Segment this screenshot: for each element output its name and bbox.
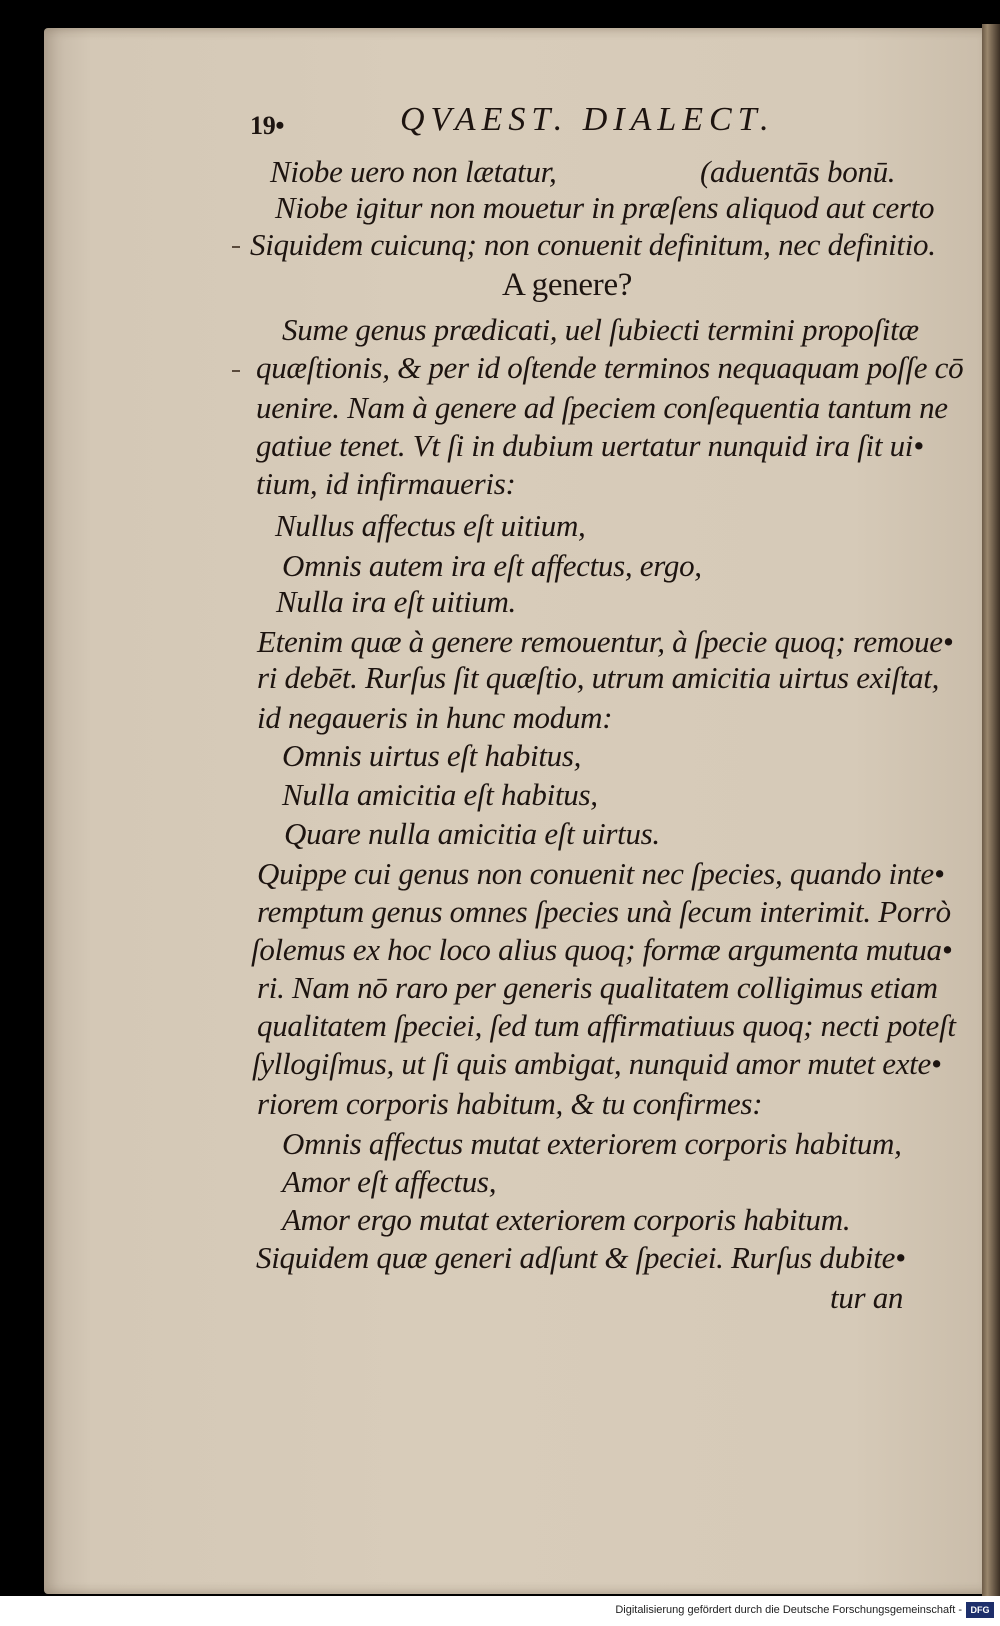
text-line: gatiue tenet. Vt ſi in dubium uertatur nunquid ira ſit ui• [256,428,924,463]
syllogism-line: Amor eſt affectus, [282,1164,497,1199]
text-line: Sume genus prædicati, uel ſubiecti termini propoſitæ [282,312,919,347]
text-line: quæſtionis, & per id oſtende terminos nequaquam poſſe cō [256,350,964,385]
text-line: Quippe cui genus non conuenit nec ſpecies, quando inte• [257,856,945,891]
page-number: 19• [250,111,285,140]
margin-mark [232,370,240,372]
text-line: ri. Nam nō raro per generis qualitatem colligimus etiam [257,970,938,1005]
syllogism-line: Omnis affectus mutat exteriorem corporis habitum, [282,1126,902,1161]
section-heading: A genere? [502,267,633,303]
running-title: QVAEST. DIALECT. [400,101,775,138]
syllogism-line: Nulla amicitia eſt habitus, [282,777,598,812]
text-line: qualitatem ſpeciei, ſed tum affirmatiuus quoq; necti poteſt [257,1008,956,1043]
text-line: remptum genus omnes ſpecies unà ſecum interimit. Porrò [257,894,951,929]
text-line: tium, id infirmaueris: [256,466,516,501]
page-edge-shadow [982,24,1000,1596]
dfg-logo: DFG [966,1602,994,1618]
syllogism-line: Nulla ira eſt uitium. [276,584,516,619]
text-line: ſolemus ex hoc loco alius quoq; formæ argumenta mutua• [251,932,953,967]
text-line: (aduentās bonū. [700,154,896,189]
text-line: Niobe igitur non mouetur in præſens aliquod aut certo [275,190,935,225]
text-line: Siquidem quæ generi adſunt & ſpeciei. Rurſus dubite• [256,1240,906,1275]
syllogism-line: Omnis uirtus eſt habitus, [282,738,582,773]
syllogism-line: Amor ergo mutat exteriorem corporis habitum. [282,1202,851,1237]
syllogism-line: Omnis autem ira eſt affectus, ergo, [282,548,702,583]
syllogism-line: Nullus affectus eſt uitium, [275,508,586,543]
text-line: Niobe uero non lætatur, [270,154,557,189]
text-line: ſyllogiſmus, ut ſi quis ambigat, nunquid amor mutet exte• [252,1046,942,1081]
catchword: tur an [830,1280,904,1315]
margin-mark [232,246,240,248]
text-line: id negaueris in hunc modum: [257,700,613,735]
text-line: riorem corporis habitum, & tu confirmes: [257,1086,763,1121]
syllogism-line: Quare nulla amicitia eſt uirtus. [284,816,660,851]
footer-credit: Digitalisierung gefördert durch die Deutsche Forschungsgemeinschaft - [615,1604,962,1616]
footer-bar [0,1596,1000,1626]
text-line: uenire. Nam à genere ad ſpeciem conſequentia tantum ne [256,390,948,425]
text-line: Siquidem cuicunq; non conuenit definitum, nec definitio. [250,227,936,262]
text-line: ri debēt. Rurſus ſit quæſtio, utrum amicitia uirtus exiſtat, [257,660,940,695]
text-line: Etenim quæ à genere remouentur, à ſpecie quoq; remoue• [257,624,954,659]
